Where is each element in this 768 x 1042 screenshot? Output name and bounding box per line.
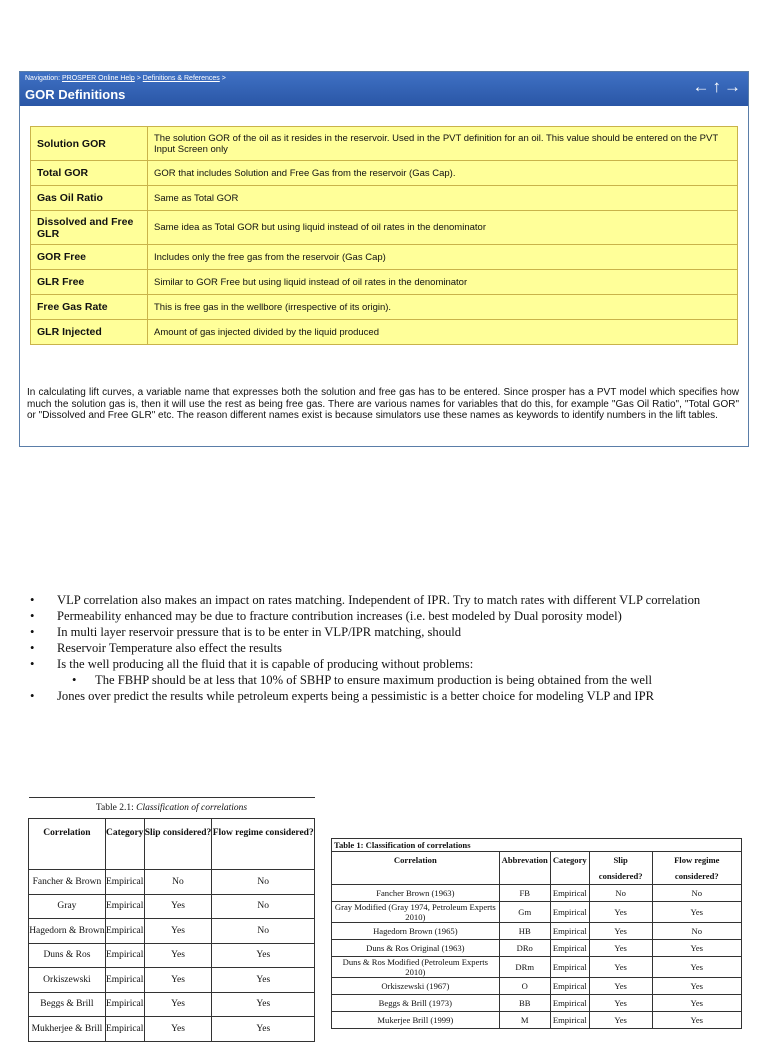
column-header: Slip considered? (144, 819, 212, 870)
table-cell: DRo (499, 940, 550, 957)
list-item (30, 688, 736, 704)
table-header-row (332, 852, 742, 885)
table-cell: Fancher & Brown (29, 870, 106, 895)
table-cell: Yes (589, 1012, 652, 1029)
definition-desc: The solution GOR of the oil as it resides in the reservoir. Used in the PVT definition for an oil. This value should be entered on the PVT Input Screen only (148, 127, 738, 161)
column-header: Correlation (332, 852, 500, 885)
table-row (31, 320, 738, 345)
table-row (29, 870, 315, 895)
table-row (29, 894, 315, 919)
table-cell: Empirical (105, 968, 144, 993)
lift-curves-paragraph: In calculating lift curves, a variable name that expresses both the solution and free gas has to be entered. Since prosper has a PVT model which specifies how much the solution gas is, then it will use the rest as being free gas. There are various names for variables that do this, for example "Gas Oil Ratio", "Total GOR" or "Dissolved and Free GLR" etc. The reason different names exist is because simulators use these names as keywords to identify numbers in the lift tables. (27, 387, 739, 421)
table-cell: Empirical (105, 894, 144, 919)
table-cell: Hagedorn Brown (1965) (332, 923, 500, 940)
list-item (30, 608, 736, 624)
list-item (30, 656, 736, 672)
page-title: GOR Definitions (25, 87, 126, 102)
table-cell: Fancher Brown (1963) (332, 885, 500, 902)
table-cell: Yes (652, 978, 741, 995)
table-cell: Yes (652, 1012, 741, 1029)
table-cell: BB (499, 995, 550, 1012)
definition-term: GOR Free (31, 245, 148, 270)
table-cell: Empirical (550, 940, 589, 957)
table-cell: No (212, 870, 315, 895)
list-item (30, 624, 736, 640)
nav-link-definitions[interactable]: Definitions & References (142, 75, 220, 82)
bullet-icon: • (30, 689, 35, 703)
bullet-icon: • (30, 641, 35, 655)
column-header: Flow regime considered? (652, 852, 741, 885)
table-row (31, 127, 738, 161)
breadcrumb (25, 75, 226, 82)
nav-link-online-help[interactable]: PROSPER Online Help (61, 75, 135, 82)
definition-term: Total GOR (31, 161, 148, 186)
table-cell: Duns & Ros Modified (Petroleum Experts 2010) (332, 957, 500, 978)
bullet-text: VLP correlation also makes an impact on rates matching. Independent of IPR. Try to match rates with different VLP correlation (57, 593, 701, 607)
definition-term: Gas Oil Ratio (31, 186, 148, 211)
table-row (332, 1012, 742, 1029)
table-row (31, 270, 738, 295)
definition-desc: Same as Total GOR (148, 186, 738, 211)
list-item (30, 640, 736, 656)
arrow-up-icon[interactable]: ↑ (712, 77, 722, 96)
table-row (332, 885, 742, 902)
table-cell: Gm (499, 902, 550, 923)
table-cell: Yes (212, 968, 315, 993)
definition-desc: Includes only the free gas from the reservoir (Gas Cap) (148, 245, 738, 270)
definition-term: GLR Injected (31, 320, 148, 345)
table-cell: Yes (589, 957, 652, 978)
table-cell: Empirical (550, 978, 589, 995)
table-row (29, 919, 315, 944)
table-1 (331, 838, 742, 1029)
table-cell: Duns & Ros (29, 943, 106, 968)
bullet-list (30, 592, 736, 704)
table-cell: Yes (589, 923, 652, 940)
definition-term: Dissolved and Free GLR (31, 211, 148, 245)
table-cell: Yes (144, 968, 212, 993)
definition-desc: GOR that includes Solution and Free Gas from the reservoir (Gas Cap). (148, 161, 738, 186)
table-cell: Yes (652, 995, 741, 1012)
table-row (29, 943, 315, 968)
table-cell: HB (499, 923, 550, 940)
column-header: Category (550, 852, 589, 885)
table-row (29, 968, 315, 993)
table-cell: O (499, 978, 550, 995)
table-cell: Empirical (550, 885, 589, 902)
bullet-icon: • (30, 625, 35, 639)
definition-term: Solution GOR (31, 127, 148, 161)
table-cell: Yes (589, 995, 652, 1012)
table-cell: Beggs & Brill (1973) (332, 995, 500, 1012)
table-caption: Table 1: Classification of correlations (332, 839, 742, 852)
table-cell: Empirical (550, 902, 589, 923)
table-cell: Yes (652, 940, 741, 957)
table-cell: Empirical (105, 943, 144, 968)
column-header: Slip considered? (589, 852, 652, 885)
list-item (30, 672, 736, 688)
bullet-icon: • (30, 609, 35, 623)
table-cell: Yes (212, 992, 315, 1017)
bullet-icon: • (30, 657, 35, 671)
table-cell: Yes (652, 902, 741, 923)
table-row (31, 295, 738, 320)
table-cell: Gray (29, 894, 106, 919)
table-row (29, 1017, 315, 1042)
nav-arrows (691, 77, 743, 97)
definition-desc: This is free gas in the wellbore (irrespective of its origin). (148, 295, 738, 320)
table-cell: Yes (652, 957, 741, 978)
bullet-text: Reservoir Temperature also effect the results (57, 641, 282, 655)
table-cell: Yes (212, 943, 315, 968)
table-cell: Empirical (550, 1012, 589, 1029)
table-cell: Yes (212, 1017, 315, 1042)
table-cell: DRm (499, 957, 550, 978)
table-cell: Yes (589, 902, 652, 923)
table-cell: Mukherjee & Brill (29, 1017, 106, 1042)
table-cell: No (212, 894, 315, 919)
table-cell: Hagedorn & Brown (29, 919, 106, 944)
arrow-right-icon[interactable]: → (724, 77, 742, 96)
table-cell: Yes (589, 940, 652, 957)
nav-separator: > (221, 75, 226, 82)
table-cell: No (652, 923, 741, 940)
table-row (332, 995, 742, 1012)
table-row (332, 923, 742, 940)
bullet-text: Jones over predict the results while petroleum experts being a pessimistic is a better choice for modeling VLP and IPR (57, 689, 655, 703)
column-header: Category (105, 819, 144, 870)
table-cell: Yes (144, 894, 212, 919)
table-row (332, 940, 742, 957)
table-cell: Gray Modified (Gray 1974, Petroleum Experts 2010) (332, 902, 500, 923)
table-cell: Yes (144, 1017, 212, 1042)
table-row (31, 245, 738, 270)
list-item (30, 592, 736, 608)
help-header (20, 72, 748, 106)
table-cell: Mukerjee Brill (1999) (332, 1012, 500, 1029)
table-cell: Yes (144, 992, 212, 1017)
table-cell: No (589, 885, 652, 902)
table-cell: No (652, 885, 741, 902)
table-cell: Empirical (105, 870, 144, 895)
table-cell: Empirical (550, 923, 589, 940)
table-row (31, 211, 738, 245)
column-header: Abbrevation (499, 852, 550, 885)
bullet-text: Is the well producing all the fluid that it is capable of producing without problems: (57, 657, 474, 671)
table-cell: Empirical (105, 1017, 144, 1042)
column-header: Correlation (29, 819, 106, 870)
table-row (332, 978, 742, 995)
table-row (29, 992, 315, 1017)
column-header: Flow regime considered? (212, 819, 315, 870)
table-2-1 (28, 797, 315, 1042)
table-cell: Duns & Ros Original (1963) (332, 940, 500, 957)
table-row (31, 161, 738, 186)
table-cell: Empirical (550, 995, 589, 1012)
table-row (31, 186, 738, 211)
bullet-icon: • (72, 673, 77, 687)
table-cell: Orkiszewski (29, 968, 106, 993)
bullet-text: Permeability enhanced may be due to fracture contribution increases (i.e. best modeled by Dual porosity model) (57, 609, 622, 623)
bullet-text: In multi layer reservoir pressure that is to be enter in VLP/IPR matching, should (57, 625, 462, 639)
table-caption: Table 2.1: Classification of correlations (29, 798, 315, 819)
table-cell: Orkiszewski (1967) (332, 978, 500, 995)
definition-term: Free Gas Rate (31, 295, 148, 320)
nav-separator: > (136, 75, 141, 82)
table-cell: Yes (144, 919, 212, 944)
bullet-text: The FBHP should be at less that 10% of SBHP to ensure maximum production is being obtained from the well (95, 673, 652, 687)
table-cell: FB (499, 885, 550, 902)
arrow-left-icon[interactable]: ← (692, 77, 711, 96)
table-cell: No (144, 870, 212, 895)
table-row (332, 902, 742, 923)
table-cell: Empirical (550, 957, 589, 978)
table-cell: Yes (589, 978, 652, 995)
table-row (332, 957, 742, 978)
table-cell: Empirical (105, 992, 144, 1017)
gor-definitions-table (30, 126, 738, 345)
definition-desc: Same idea as Total GOR but using liquid instead of oil rates in the denominator (148, 211, 738, 245)
help-window (19, 71, 749, 447)
definition-desc: Similar to GOR Free but using liquid instead of oil rates in the denominator (148, 270, 738, 295)
table-cell: Empirical (105, 919, 144, 944)
table-cell: Yes (144, 943, 212, 968)
table-header-row (29, 819, 315, 870)
definition-term: GLR Free (31, 270, 148, 295)
table-cell: M (499, 1012, 550, 1029)
table-cell: Beggs & Brill (29, 992, 106, 1017)
definition-desc: Amount of gas injected divided by the liquid produced (148, 320, 738, 345)
table-cell: No (212, 919, 315, 944)
bullet-icon: • (30, 593, 35, 607)
nav-prefix: Navigation: (25, 75, 61, 82)
